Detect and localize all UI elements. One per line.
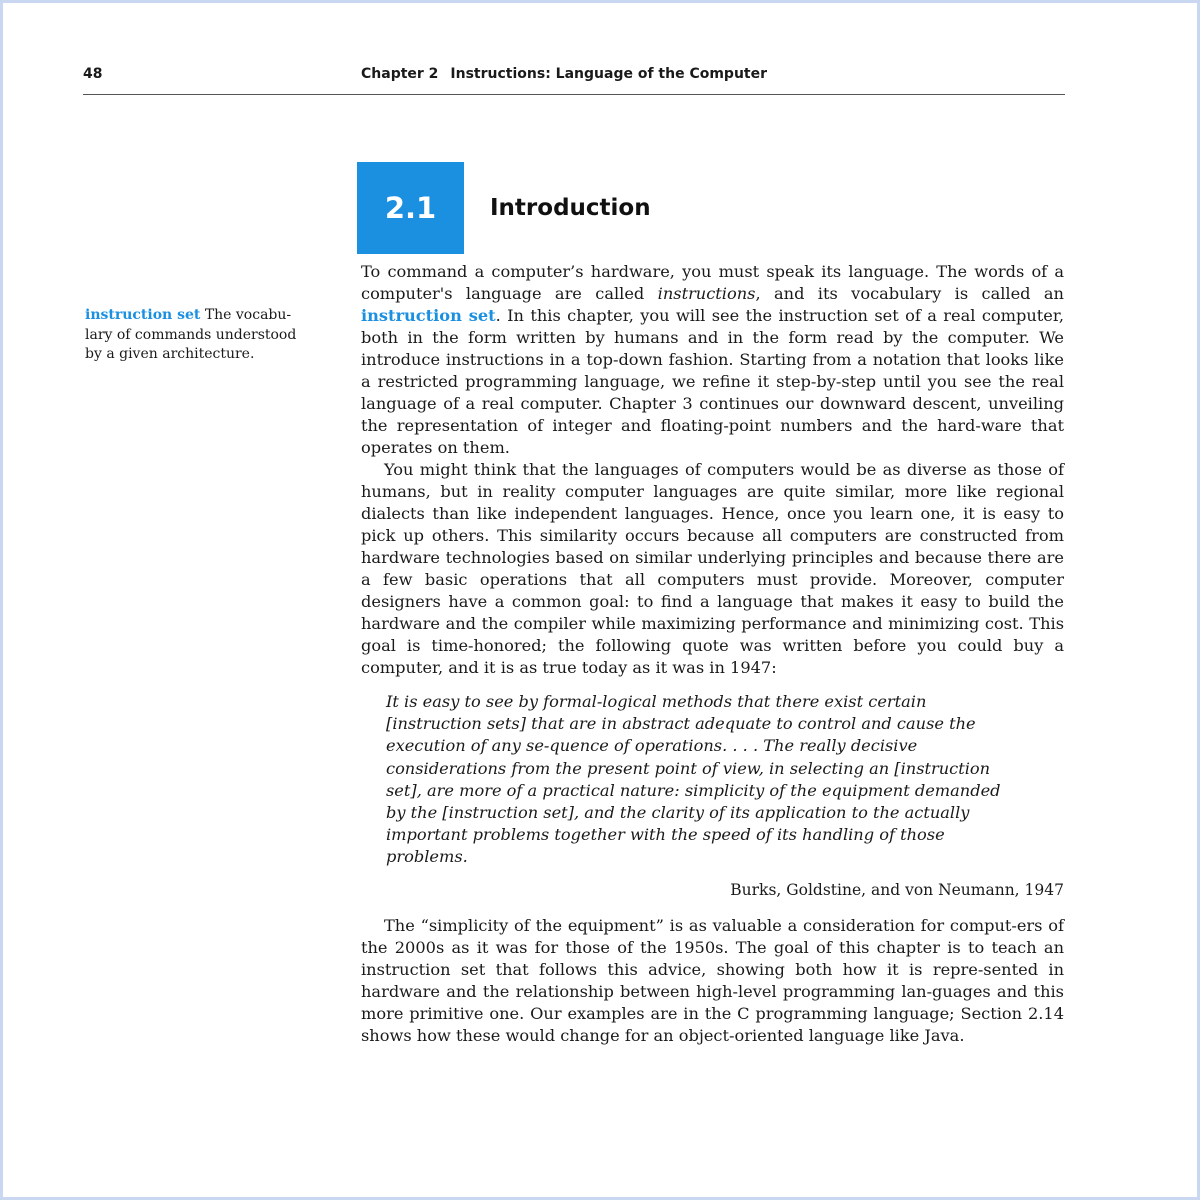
chapter-title: Instructions: Language of the Computer xyxy=(450,66,768,82)
running-head xyxy=(83,66,1065,95)
main-text xyxy=(361,261,1064,1047)
p1-emphasis: instructions xyxy=(657,284,756,303)
running-title xyxy=(361,66,767,82)
paragraph-1 xyxy=(361,261,1064,459)
p1-text-a: To command a computer’s hardware, you must speak its language. The words of a computer's language are called xyxy=(361,262,1064,303)
block-quote: It is easy to see by formal-logical methods that there exist certain [instruction sets] that are in abstract adequate to control and cause the execution of any se-quence of operations. . . . The really decisive considerations from the present point of view, in selecting an [instruction set], are more of a practical nature: simplicity of the equipment demanded by the [instruction set], and the clarity of its application to the actually important problems together with the speed of its handling of those problems. xyxy=(386,692,1001,867)
p1-text-b: , and its vocabulary is called an xyxy=(755,284,1064,303)
p1-key-term: instruction set xyxy=(361,306,496,325)
paragraph-2: You might think that the languages of computers would be as diverse as those of humans, but in reality computer languages are quite similar, more like regional dialects than like independent languages. Hence, once you learn one, it is easy to pick up others. This similarity occurs because all computers are constructed from hardware technologies based on similar underlying principles and because there are a few basic operations that all computers must provide. Moreover, computer designers have a common goal: to find a language that makes it easy to build the hardware and the compiler while maximizing performance and minimizing cost. This goal is time-honored; the following quote was written before you could buy a computer, and it is as true today as it was in 1947: xyxy=(361,460,1064,677)
quote-attribution: Burks, Goldstine, and von Neumann, 1947 xyxy=(730,880,1064,899)
margin-note-term: instruction set xyxy=(85,307,201,323)
paragraph-3: The “simplicity of the equipment” is as valuable a consideration for comput-ers of the 2000s as it was for those of the 1950s. The goal of this chapter is to teach an instruction set that follows this advice, showing both how it is repre-sented in hardware and the relationship between high-level programming lan-guages and this more primitive one. Our examples are in the C programming language; Section 2.14 shows how these would change for an object-oriented language like Java. xyxy=(361,915,1064,1045)
section-number: 2.1 xyxy=(384,191,437,225)
margin-note-definition: The vocabu-lary of commands understood by a given architecture. xyxy=(85,307,297,362)
margin-note xyxy=(85,306,313,365)
section-number-box xyxy=(357,162,464,254)
p1-text-c: . In this chapter, you will see the instruction set of a real computer, both in the form written by humans and in the form read by the computer. We introduce instructions in a top-down fashion. Starting from a notation that looks like a restricted programming language, we refine it step-by-step until you see the real language of a real computer. Chapter 3 continues our downward descent, unveiling the representation of integer and floating-point numbers and the hard-ware that operates on them. xyxy=(361,306,1064,457)
page-number: 48 xyxy=(83,66,103,82)
chapter-label: Chapter 2 xyxy=(361,66,439,82)
section-title: Introduction xyxy=(490,195,651,221)
